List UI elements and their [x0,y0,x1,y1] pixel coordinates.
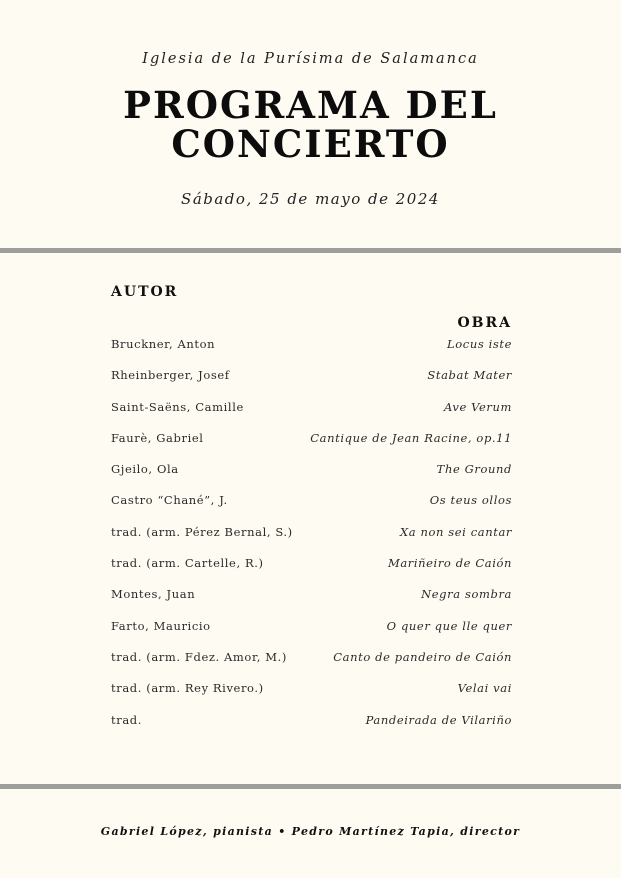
work-title: Negra sombra [421,587,512,602]
author-name: trad. (arm. Cartelle, R.) [111,556,264,571]
author-name: Montes, Juan [111,587,196,602]
author-name: Rheinberger, Josef [111,368,230,383]
author-name: Saint-Saëns, Camille [111,399,244,414]
author-name: trad. (arm. Pérez Bernal, S.) [111,524,293,539]
author-name: Farto, Mauricio [111,618,211,633]
author-name: trad. (arm. Rey Rivero.) [111,681,264,696]
author-name: trad. [111,712,142,727]
work-title: Locus iste [447,337,512,351]
page-title [0,83,621,166]
top-divider [0,248,621,253]
work-column-heading: OBRA [457,315,512,331]
program-row [111,493,512,524]
performer-credits: Gabriel López, pianista • Pedro Martínez Tapia, director [100,825,521,838]
program-row [111,713,512,744]
work-title: Canto de pandeiro de Caión [333,649,512,664]
author-name: Bruckner, Anton [111,337,216,351]
program-row [111,556,512,587]
work-title: Velai vai [457,681,512,696]
author-name: Gjeilo, Ola [111,462,179,477]
work-title: Ave Verum [443,399,512,414]
work-title: Os teus ollos [429,493,512,508]
title-line-1: PROGRAMA DEL [123,83,498,127]
program-row [111,587,512,618]
bottom-divider [0,784,621,789]
author-name: trad. (arm. Fdez. Amor, M.) [111,649,288,664]
work-title: The Ground [436,462,512,477]
program-row [111,462,512,493]
concert-date: Sábado, 25 de mayo de 2024 [181,190,440,208]
program-row [111,400,512,431]
author-column-heading: AUTOR [111,284,179,300]
program-list [111,337,512,744]
program-row [111,650,512,681]
program-row [111,619,512,650]
work-title: Cantique de Jean Racine, op.11 [310,430,512,445]
venue-line: Iglesia de la Purísima de Salamanca [142,51,479,67]
program-row [111,525,512,556]
work-title: Stabat Mater [427,368,512,383]
work-title: O quer que lle quer [386,618,512,633]
program-row [111,337,512,368]
program-row [111,431,512,462]
work-title: Xa non sei cantar [399,524,512,539]
program-row [111,681,512,712]
program-row [111,368,512,399]
title-line-2: CONCIERTO [171,122,450,166]
work-title: Mariñeiro de Caión [387,556,512,571]
author-name: Castro “Chané”, J. [111,493,228,508]
work-title: Pandeirada de Vilariño [365,712,512,727]
author-name: Faurè, Gabriel [111,430,204,445]
